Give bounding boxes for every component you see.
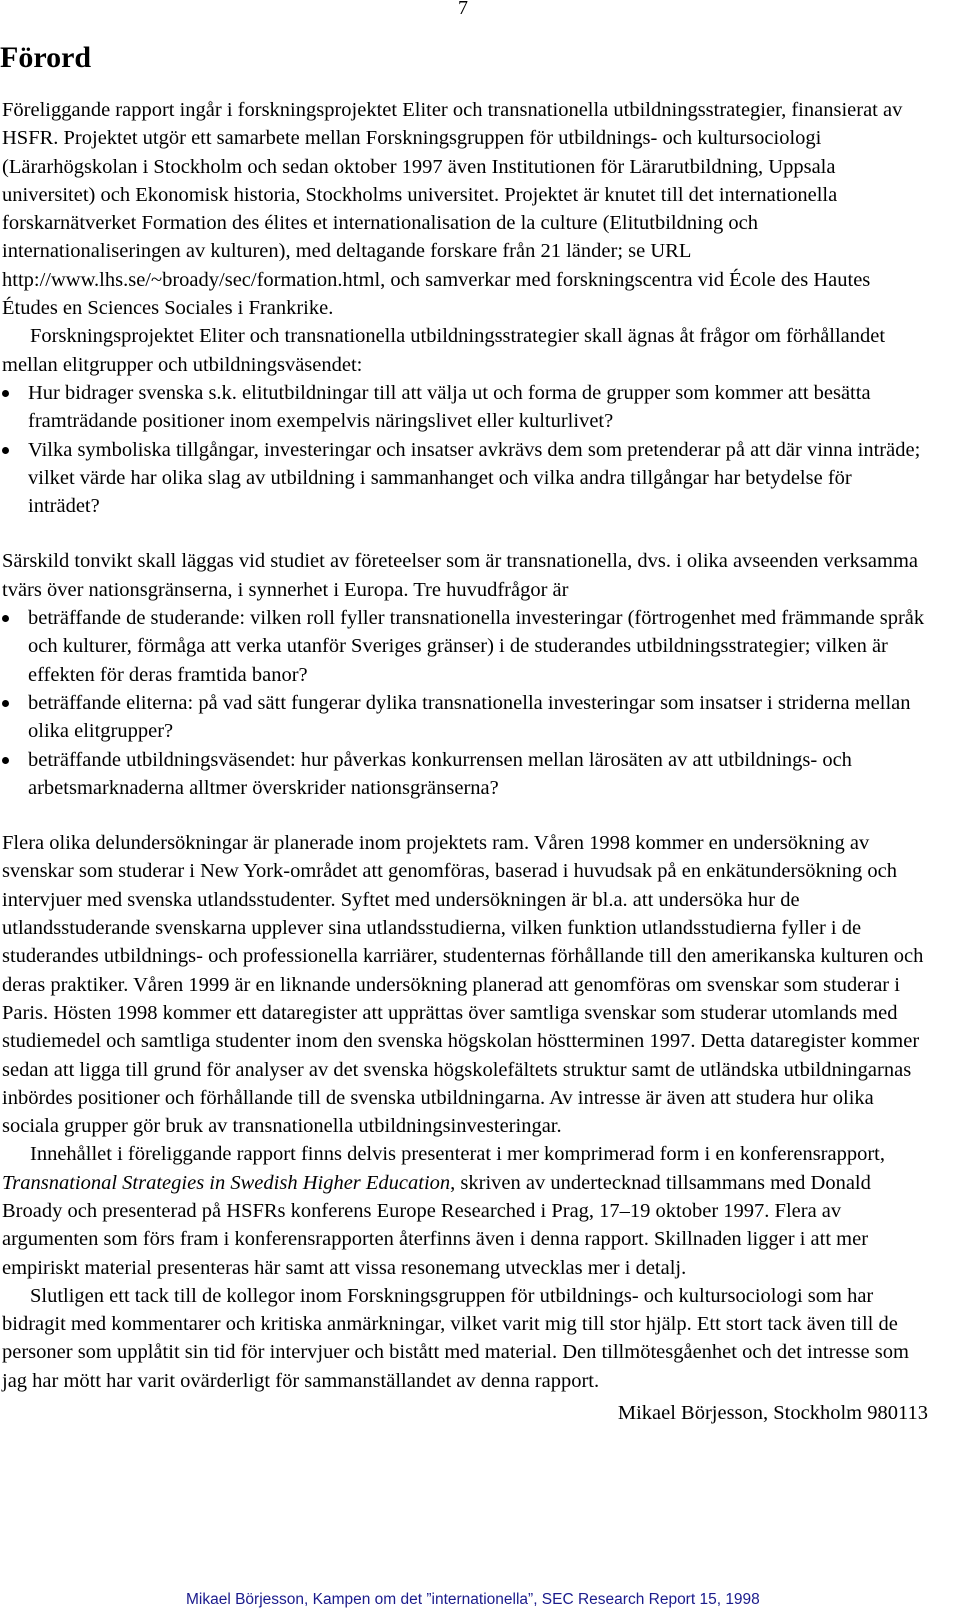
list-item: beträffande de studerande: vilken roll fyller transnationella investeringar (förtrogenhet med främmande språk och kulturer, förmåga att verka utanför Sveriges gränser) i de studerandes utbildningsstrategier; vilken är effekten för deras framtida banor? <box>2 604 928 689</box>
page-footer: Mikael Börjesson, Kampen om det ”internationella”, SEC Research Report 15, 1998 <box>186 1591 760 1608</box>
bullet-icon <box>2 615 9 622</box>
paragraph-studies: Flera olika delundersökningar är planerade inom projektets ram. Våren 1998 kommer en undersökning av svenskar som studerar i New York-området att genomföras, baserad i huvudsak på en enkätundersökning och intervjuer med svenska utlandsstudenter. Syftet med undersökningen är bl.a. att undersöka hur de utlandsstuderande svenskarna upplever sina utlandsstudierna, vilken funktion utlandsstudierna fyller i de studerandes utbildnings- och professionella karriärer, studenternas förhållande till den amerikanska kulturen och deras praktiker. Våren 1999 är en liknande undersökning planerad att genomföras om svenskar som studerar i Paris. Hösten 1998 kommer ett dataregister att upprättas över samtliga svenskar som studerar utomlands med studiemedel och samtliga studenter inom den svenska högskolan höstterminen 1997. Detta dataregister kommer sedan att ligga till grund för analyser av det svenska högskolefältets struktur samt de utländska utbildningarnas inbördes positioner och förhållande till de svenska utbildningarna. Av intresse är även att studera hur olika sociala grupper gör bruk av transnationella utbildningsinvesteringar. <box>2 832 924 1138</box>
paragraph-questions: Forskningsprojektet Eliter och transnationella utbildningsstrategier skall ägnas åt frågor om förhållandet mellan elitgrupper och utbildningsväsendet: <box>2 325 886 376</box>
list-item: beträffande eliterna: på vad sätt fungerar dylika transnationella investeringar som insatser i striderna mellan olika elitgrupper? <box>2 689 928 746</box>
page-number: 7 <box>458 0 468 19</box>
page-title: Förord <box>0 41 92 74</box>
signature: Mikael Börjesson, Stockholm 980113 <box>617 1402 928 1425</box>
main-questions-list <box>2 604 928 802</box>
paragraph-thanks: Slutligen ett tack till de kollegor inom Forskningsgruppen för utbildnings- och kultursociologi som har bidragit med kommentarer och kritiska anmärkningar, vilket varit mig till stor hjälp. Ett stort tack även till de personer som upplåtit sin tid för intervjuer och bistått med material. Den tillmötesgåenhet och det intresse som jag har mött har varit ovärderligt för sammanställandet av denna rapport. <box>2 1284 909 1392</box>
list-item: beträffande utbildningsväsendet: hur påverkas konkurrensen mellan lärosäten av att utbildnings- och arbetsmarknaderna alltmer överskrider nationsgränserna? <box>2 746 928 803</box>
bullet-icon <box>2 757 9 764</box>
list-item: Hur bidrager svenska s.k. elitutbildningar till att välja ut och forma de grupper som kommer att besätta framträdande positioner inom exempelvis näringslivet eller kulturlivet? <box>2 379 928 436</box>
paragraph-focus: Särskild tonvikt skall läggas vid studiet av företeelser som är transnationella, dvs. i olika avseenden verksamma tvärs över nationsgränserna, i synnerhet i Europa. Tre huvudfrågor är <box>2 550 919 601</box>
bullet-icon <box>2 700 9 707</box>
bullet-icon <box>2 447 9 454</box>
bullet-icon <box>2 390 9 397</box>
paragraph-content: Innehållet i föreliggande rapport finns delvis presenterat i mer komprimerad form i en konferensrapport, Transnational Strategies in Swedish Higher Education, skriven av undertecknad tillsammans med Donald Broady och presenterad på HSFRs konferens Europe Researched i Prag, 17–19 oktober 1997. Flera av argumenten som förs fram i konferensrapporten återfinns även i denna rapport. Skillnaden ligger i att mer empiriskt material presenteras här samt att vissa resonemang utvecklas mer i detalj. <box>2 1143 886 1279</box>
list-item: Vilka symboliska tillgångar, investeringar och insatser avkrävs dem som pretenderar på att där vinna inträde; vilket värde har olika slag av utbildning i sammanhanget och vilka andra tillgångar har betydelse för inträdet? <box>2 436 928 521</box>
question-list <box>2 379 928 520</box>
report-title: Transnational Strategies in Swedish Higher Education <box>2 1171 451 1194</box>
paragraph-intro: Föreliggande rapport ingår i forskningsprojektet Eliter och transnationella utbildningsstrategier, finansierat av HSFR. Projektet utgör ett samarbete mellan Forskningsgruppen för utbildnings- och kultursociologi (Lärarhögskolan i Stockholm och sedan oktober 1997 även Institutionen för Lärarutbildning, Uppsala universitet) och Ekonomisk historia, Stockholms universitet. Projektet är knutet till det internationella forskarnätverket Formation des élites et internationalisation de la culture (Elitutbildning och internationaliseringen av kulturen), med deltagande forskare från 21 länder; se URL http://www.lhs.se/~broady/sec/formation.html, och samverkar med forskningscentra vid École des Hautes Études en Sciences Sociales i Frankrike. <box>2 99 903 320</box>
document-body <box>2 96 928 1427</box>
